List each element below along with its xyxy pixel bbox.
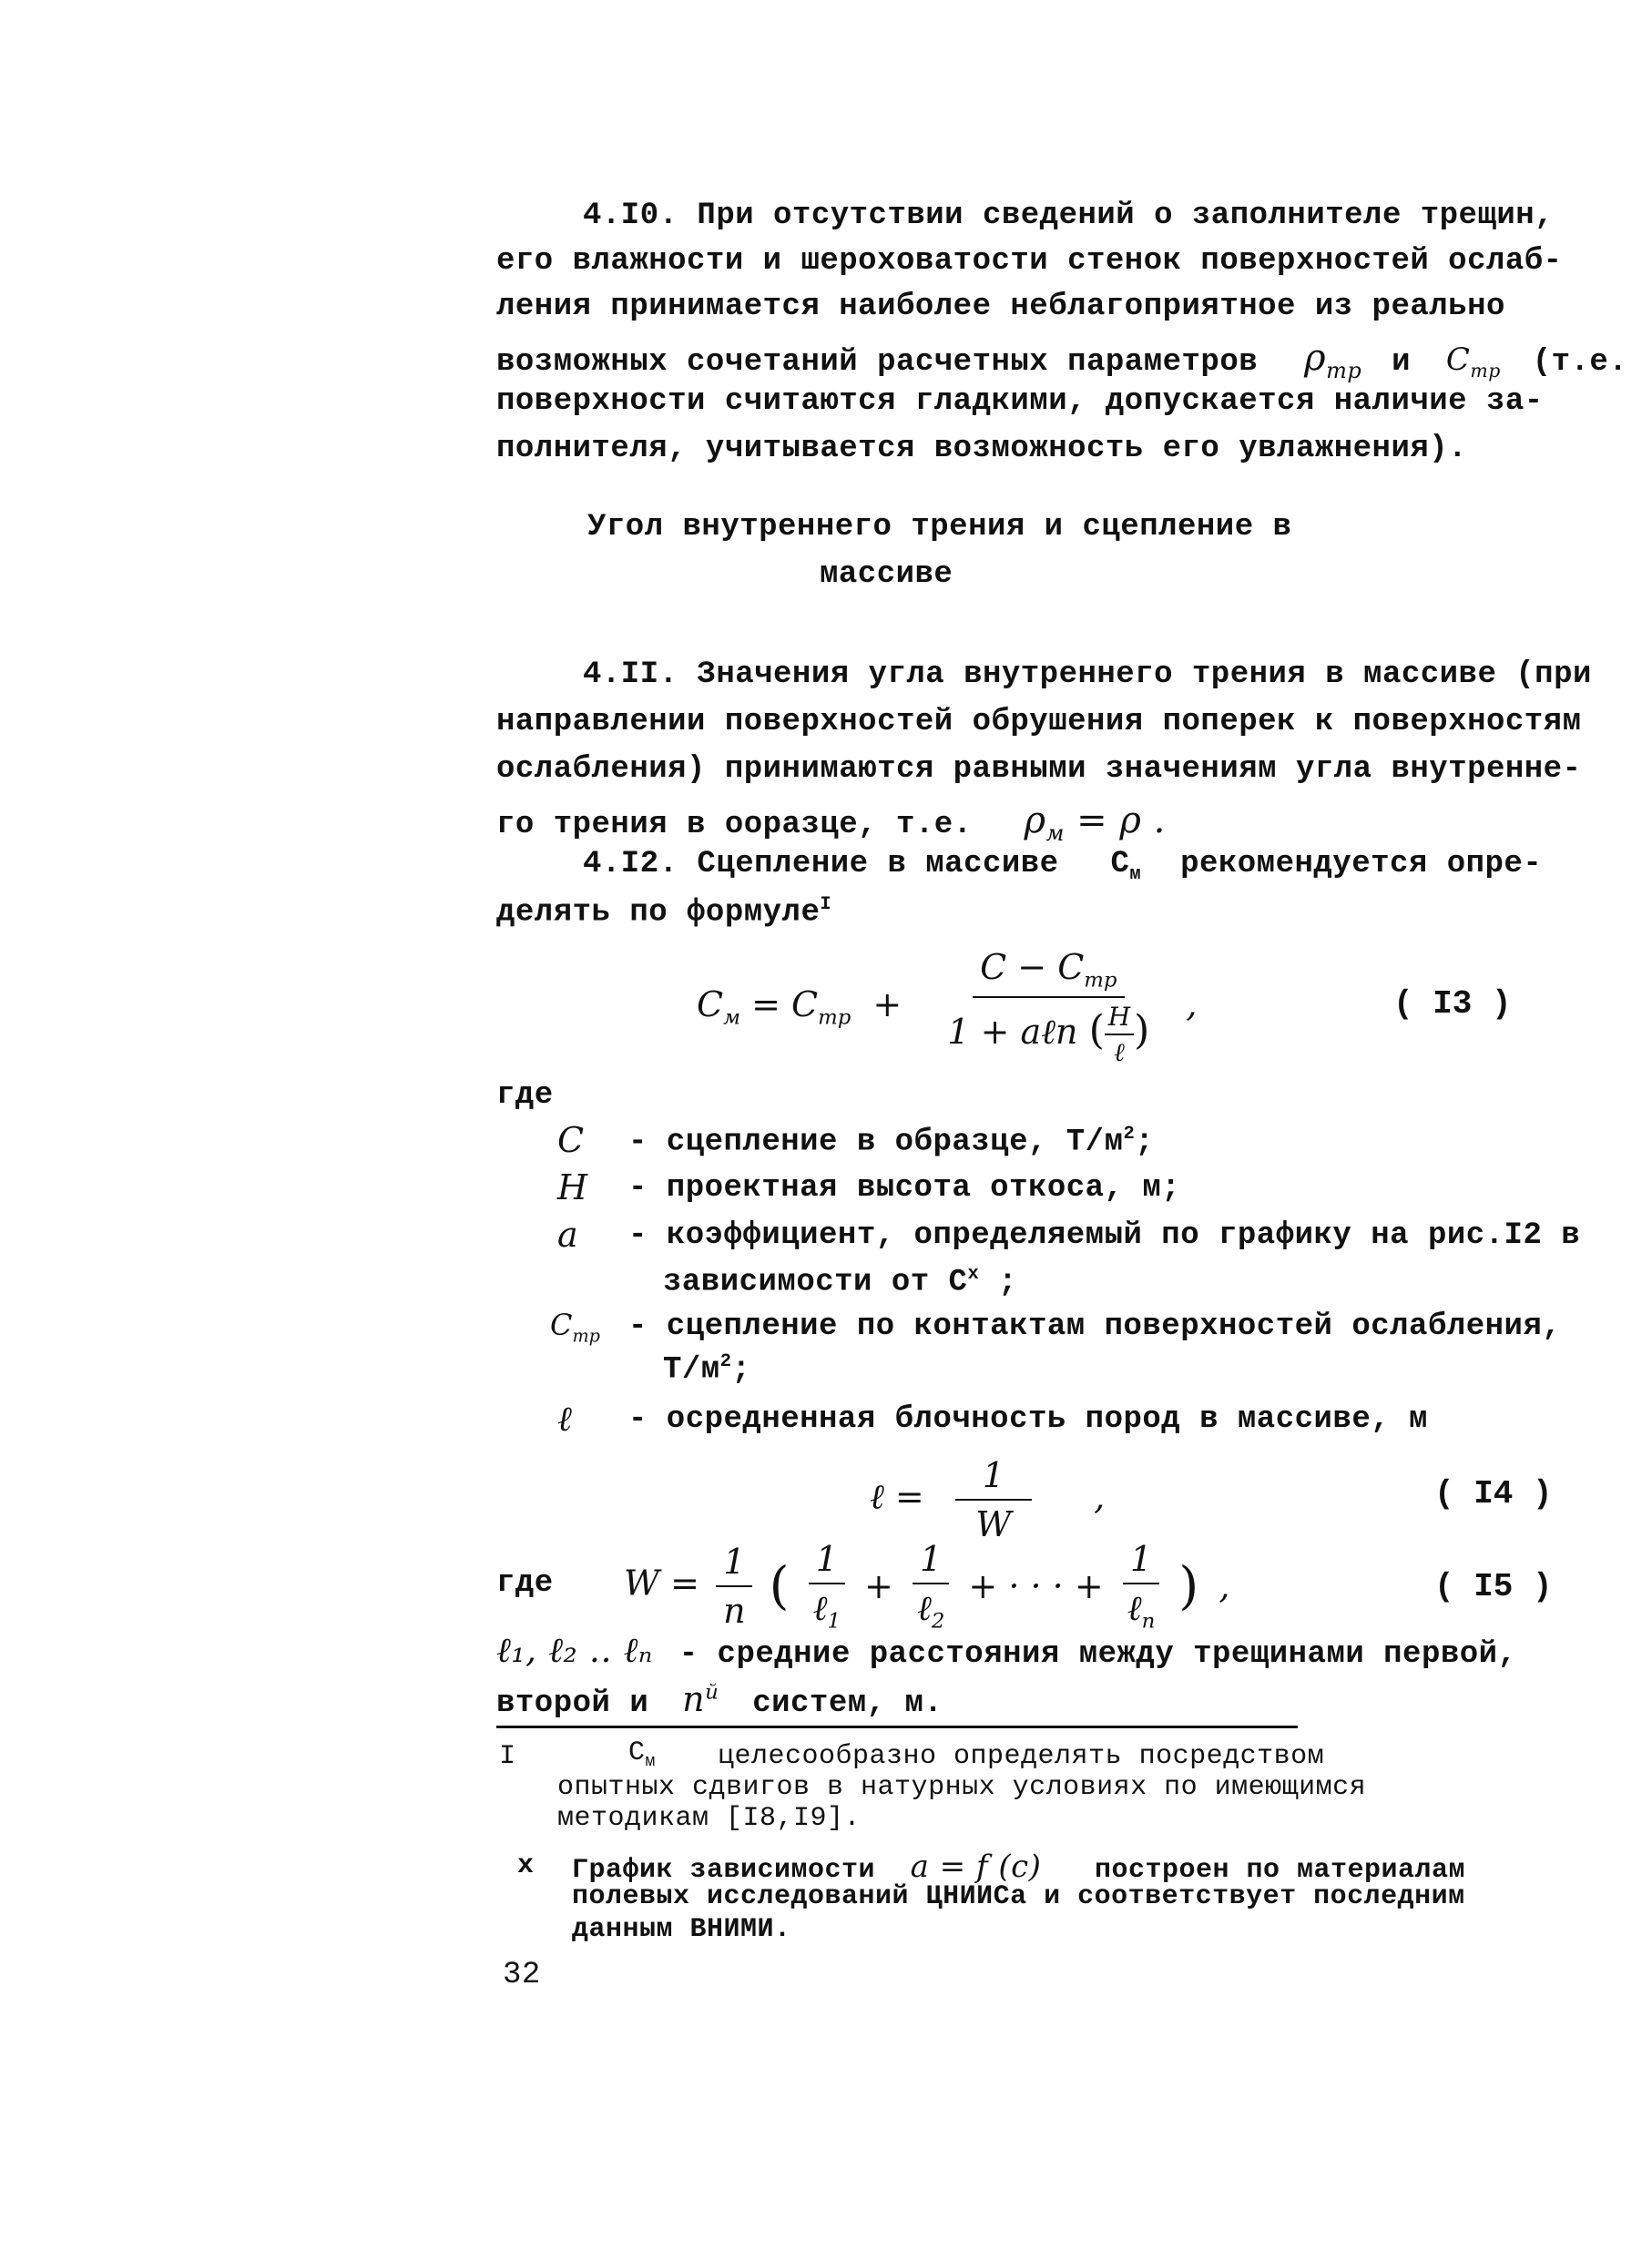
formula-13: $C_м = C_{тр}$ + $C - C_{тр}$ 1 + aℓn ( $\frac{H}{\text{ℓ}}$ ) , <box>697 947 1198 1067</box>
definition-h: - проектная высота откоса, м; <box>628 1171 1181 1206</box>
c-tr-symbol: $C_{тр}$ <box>1445 341 1501 382</box>
rho-tr-symbol: $\rho_{тр}$ <box>1304 337 1362 383</box>
footnote-1-mark: I <box>499 1741 516 1772</box>
definition-c: - сцепление в образце, $Т/м^2$; <box>628 1124 1155 1160</box>
definition-c-tr-line-1: - сцепление по контактам поверхностей ослабления, <box>628 1309 1562 1344</box>
footnote-x-line-2: полевых исследований ЦНИИСа и соответствует последним <box>572 1881 1465 1912</box>
section-heading-line-1: Угол внутреннего трения и сцепление в <box>587 510 1292 545</box>
para-4-10-line-1: 4.I0. При отсутствии сведений о заполнителе трещин, <box>583 199 1555 233</box>
formula-13-fraction: $C - C_{тр}$ 1 + aℓn ( $\frac{H}{\text{ℓ}}$ ) <box>947 947 1150 1067</box>
footnote-x-line-1: График зависимости a = f (c) построен по материалам <box>572 1849 1466 1886</box>
para-4-12-line-2: делять по формуле$^I$ <box>496 894 832 931</box>
after-15-line-2: второй и $n^й$ систем, м. <box>496 1679 943 1721</box>
footnote-1-line-3: методикам [I8,I9]. <box>557 1803 862 1834</box>
definition-symbol-l: ℓ <box>557 1399 572 1439</box>
para-4-10-line-6: полнителя, учитывается возможность его увлажнения). <box>496 432 1468 466</box>
footnote-1-symbol: $C_м$ <box>628 1737 656 1771</box>
definition-symbol-a: a <box>557 1215 578 1255</box>
section-heading-line-2: массиве <box>820 557 953 592</box>
para-4-10-line-4: возможных сочетаний расчетных параметров $\rho_{тр}$ и $C_{тр}$ (т.е. <box>496 337 1628 383</box>
equation-number-15: ( I5 ) <box>1434 1568 1553 1605</box>
para-4-10-line-3: ления принимается наиболее неблагоприятное из реально <box>496 290 1505 324</box>
formula-14-fraction: $\frac{1}{W}$ <box>955 1455 1032 1544</box>
footnote-1-line-2: опытных сдвигов в натурных условиях по имеющимся <box>557 1772 1367 1803</box>
c-m-symbol: $C_м$ <box>1110 847 1142 885</box>
definition-symbol-h: H <box>557 1167 588 1207</box>
definition-c-tr-line-2: $Т/м^2$; <box>663 1351 751 1388</box>
definition-l: - осредненная блочность пород в массиве, м <box>628 1402 1428 1437</box>
formula-14: ℓ = $\frac{1}{W}$ , <box>870 1455 1106 1544</box>
after-15-line-1: ℓ₁, ℓ₂ .. ℓₙ - средние расстояния между трещинами первой, <box>496 1630 1517 1672</box>
definition-a-line-2: зависимости от $С^x$ ; <box>663 1264 1018 1300</box>
where-label: где <box>496 1078 554 1113</box>
para-4-10-line-2: его влажности и шероховатости стенок поверхностей ослаб- <box>496 244 1563 279</box>
definition-a-line-1: - коэффициент, определяемый по графику на рис.I2 в <box>628 1218 1581 1253</box>
footnote-x-formula: a = f (c) <box>910 1849 1042 1885</box>
where-label-2: где <box>496 1566 554 1601</box>
footnote-ref-1: I <box>820 894 832 915</box>
para-4-11-line-4: го трения в ооразце, т.е. $\rho_м = \rho$ . <box>496 799 1166 846</box>
para-4-11-line-1: 4.II. Значения угла внутреннего трения в массиве (при <box>583 657 1592 692</box>
para-4-11-line-3: ослабления) принимаются равными значениям угла внутренне- <box>496 752 1582 787</box>
para-4-12-line-1: 4.I2. Сцепление в массиве $C_м$ рекомендуется опре- <box>583 847 1543 885</box>
rho-m-formula: $\rho_м = \rho$ . <box>1024 799 1166 846</box>
equation-number-14: ( I4 ) <box>1434 1475 1553 1512</box>
footnote-x-mark: x <box>517 1850 535 1881</box>
definition-symbol-c-tr: $C_{тр}$ <box>550 1308 600 1347</box>
definition-symbol-c: C <box>557 1120 585 1160</box>
equation-number-13: ( I3 ) <box>1393 985 1512 1023</box>
para-4-10-line-5: поверхности считаются гладкими, допускается наличие за- <box>496 384 1544 419</box>
footnote-1-line-1: целесообразно определять посредством <box>718 1741 1325 1772</box>
n-th-symbol: $n^й$ <box>682 1679 719 1719</box>
page-number: 32 <box>503 1958 541 1992</box>
para-4-11-line-2: направлении поверхностей обрушения поперек к поверхностям <box>496 705 1582 739</box>
footnote-x-line-3: данным ВНИМИ. <box>572 1914 791 1945</box>
footnote-separator <box>496 1726 1298 1728</box>
formula-15: W = $\frac{1}{n}$ ( $\frac{1}{\ell_1}$ + $\frac{1}{\ell_2}$ + · · · + $\frac{1}{\ell_n}$ ) , <box>624 1539 1230 1634</box>
